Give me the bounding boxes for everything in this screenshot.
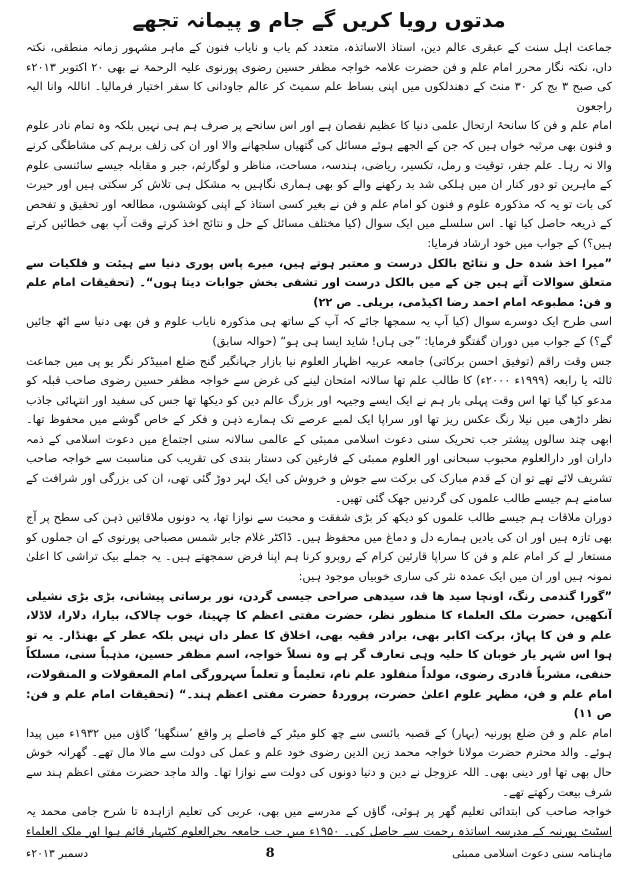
footer-date: دسمبر ۲۰۱۳ء	[26, 846, 89, 860]
footer-divider	[26, 836, 612, 837]
paragraph-intro: جماعت اہل سنت کے عبقری عالم دین، استاذ الاساتذہ، متعدد کم یاب و نایاب فنون کے ماہر مشہور زمانہ منطقی، نکتہ داں، نکتہ نگار محرر امام علم و فن حضرت علامہ خواجہ مظفر حسین رضوی پورنوی علیہ الرحمۃ نے بھی ۲۰ اکتوبر ۲۰۱۳ء کی صبح ۳ بج کر ۳۰ منٹ کے دھندلکوں میں اپنی بساط علم سمیٹ کر عالم جاودانی کا سفر اختیار فرمالیا۔ اناللہ وانا الیہ راجعون	[26, 40, 612, 113]
page-number: 8	[265, 845, 275, 861]
paragraph-question: اسی طرح ایک دوسرے سوال (کیا آپ یہ سمجھا جائے کہ آپ کے ساتھ ہی مذکورہ نایاب علوم و فن بھی دنیا سے اٹھ جائیں گے؟) کے جواب میں دوران گفتگو فرمایا: ”جی ہاں! شاید ایسا ہی ہو“ (حوالہ سابق)	[26, 314, 612, 348]
paragraph-tribute: امام علم و فن کا سانحۂ ارتحال علمی دنیا کا عظیم نقصان ہے اور اس سانحے پر صرف ہم ہی نہیں بلکہ وہ تمام نادر علوم و فنون بھی مرثیہ خواں ہیں کہ جن کے الجھے ہوئے مسائل کی گتھیاں سلجھانے والا اور ان کی زلف برہم کی مشاطگی کرنے والا نہ رہا۔ علم جفر، توقیت و رمل، تکسیر، ریاضی، ہندسہ، مساحت، مناظر و لوگارثم، جبر و مقابلہ جیسے سائنسی علوم کے ماہرین تو دور کنار ان میں ہلکی شد بد رکھنے والے کو بھی ہماری نگاہیں بہ مشکل ہی تلاش کر سکتی ہیں اور حیرت کی بات تو یہ کہ مذکورہ علوم و فنون کو امام علم و فن نے بغیر کسی استاذ کے اپنی کوششوں، مطالعہ اور تحقیق و تفحص کے ذریعہ حاصل کیا تھا۔ اس سلسلے میں ایک سوال (کیا مختلف مسائل کے حل و نتائج اخذ کرتے وقت آپ بھی خطائیں کرتے ہیں؟) کے جواب میں خود ارشاد فرمایا:	[26, 118, 612, 250]
paragraph-memory: جس وقت راقم (توفیق احسن برکاتی) جامعہ عربیہ اظہار العلوم نیا بازار جہانگیر گنج ضلع امبیڈکر نگر یو پی میں جماعت ثالثہ یا رابعہ (۱۹۹۹ء ۲۰۰۰ء) کا طالب علم تھا سالانہ امتحان لینے کی غرض سے خواجہ مظفر حسین رضوی صاحب قبلہ کو مدعو کیا گیا تھا اس وقت پہلی بار ہم نے ایک ایسے وجیہہ اور بزرگ عالم دین کو دیکھا تھا جس کی سفید اور انتہائی جاذب نظر داڑھی میں نیلا رنگ عکس ریز تھا اور سراپا ایک لمبے عرصے تک ہمارے ذہن و فکر کے خاص گوشے میں محفوظ تھا۔ ابھی چند سالوں پیشتر جب تحریک سنی دعوت اسلامی ممبئی کے عالمی سالانہ سنی اجتماع میں دعوت اسلامی کے ذمہ داران اور دارالعلوم محبوب سبحانی اور العلوم ممبئی کے فارغین کی دستار بندی کی تقریب کی مناسبت سے خواجہ صاحب تشریف لائے تھے تو ان کے قدم مبارک کی برکت سے جوش و خروش کی ایک لہر دوڑ گئی تھی، ان کی بزرگی اور شرافت کے سامنے ہم جیسے طالب علموں کی گردنیں جھک گئی تھیں۔	[26, 353, 612, 505]
paragraph-meeting: دوران ملاقات ہم جیسے طالب علموں کو دیکھ کر بڑی شفقت و محبت سے نوازا تھا، یہ دونوں ملاقاتیں ذہن کی سطح پر آج بھی تازہ ہیں اور ان کی یادیں ہمارے دل و دماغ میں محفوظ ہیں۔ ڈاکٹر غلام جابر شمس مصباحی پورنوی کے ان جملوں کو مستعار لے کر امام علم و فن کا سراپا قارئین کرام کے روبرو کرنا ہم اپنا فرض سمجھتے ہیں۔ یہ جملے بیک تراشی کا اعلیٰ نمونہ ہیں اور ان میں ایک عمدہ نثر کی ساری خوبیاں موجود ہیں:	[26, 510, 612, 584]
footer-magazine-name: ماہنامہ سنی دعوت اسلامی ممبئی	[452, 846, 612, 860]
article-title: مدتوں رویا کریں گے جام و پیمانہ تجھے	[132, 8, 506, 32]
quote-description: ”گورا گندمی رنگ، اونچا سید ھا قد، سیدھی صراحی جیسی گردن، نور برساتی پیشانی، بڑی بڑی نشیلی آنکھیں، حضرت ملک العلماء کا منظور نظر، حضرت مفتی اعظم کا چہیتا، خوب چالاک، بیارا، دلارا، لاڈلا، علم و فن کا پہاڑ، برکت اکابر بھی، برادر فقیہ بھی، اخلاق کا عطر داں نہیں بلکہ عطر کے بھنڈار۔ یہ تو ہوا اس شہر یار خوبان کا حلیہ وہی تعارف گر ہے وہ نسلاً خواجہ، اسم مظفر حسین، مذہباً سنی، مسلکاً حنفی، مشرباً قادری رضوی، مولداً منفلود علم نام، تعلیماً و تعلماً سہرورگی امام المعقولات و المنقولات، امام علم و فن، مظہر علوم اعلیٰ حضرت، پروردۂ حضرت مفتی اعظم ہند۔“ (تحقیقات امام علم و فن: ص ۱۱)	[26, 588, 612, 721]
article-body	[26, 38, 612, 838]
paragraph-education: خواجہ صاحب کی ابتدائی تعلیم گھر پر ہوئی، گاؤں کے مدرسے میں بھی، عربی کی تعلیم ازاہدہ تا شرح جامی محمد یہ اسٹیٹ پورنیہ کے مدرسہ اساتذہ رحمت سے حاصل کی۔ ۱۹۵۰ء میں جب جامعہ بحرالعلوم کٹیہار قائم ہوا اور ملک العلماء	[26, 804, 612, 838]
paragraph-birth: امام علم و فن ضلع پورنیہ (بہار) کے قصبہ بائسی سے چھ کلو میٹر کے فاصلے پر واقع ’سنگھیا‘ گاؤں میں ۱۹۳۲ء میں پیدا ہوئے۔ والد محترم حضرت مولانا خواجہ محمد زین الدین رضوی خود علم و عمل کی دولت سے مالا مال تھے۔ گھرانہ خوش حال بھی تھا اور دینی بھی۔ اللہ عزوجل نے دین و دنیا دونوں کی دولت سے نوازا تھا۔ والد ماجد حضرت مفتی اعظم ہند سے شرف بیعت رکھتے تھے۔	[26, 725, 612, 799]
quote-statement: ”میرا اخذ شدہ حل و نتائج بالکل درست و معتبر ہوتے ہیں، میرے پاس پوری دنیا سے ہیئت و فلکیات سے متعلق سوالات آتے ہیں جن کے میں بالکل درست اور تشفی بخش جوابات دیتا ہوں“۔ (تحقیقات امام علم و فن: مطبوعہ امام احمد رضا اکیڈمی، بریلی۔ ص ۲۲)	[26, 255, 612, 309]
page-footer	[26, 842, 612, 864]
